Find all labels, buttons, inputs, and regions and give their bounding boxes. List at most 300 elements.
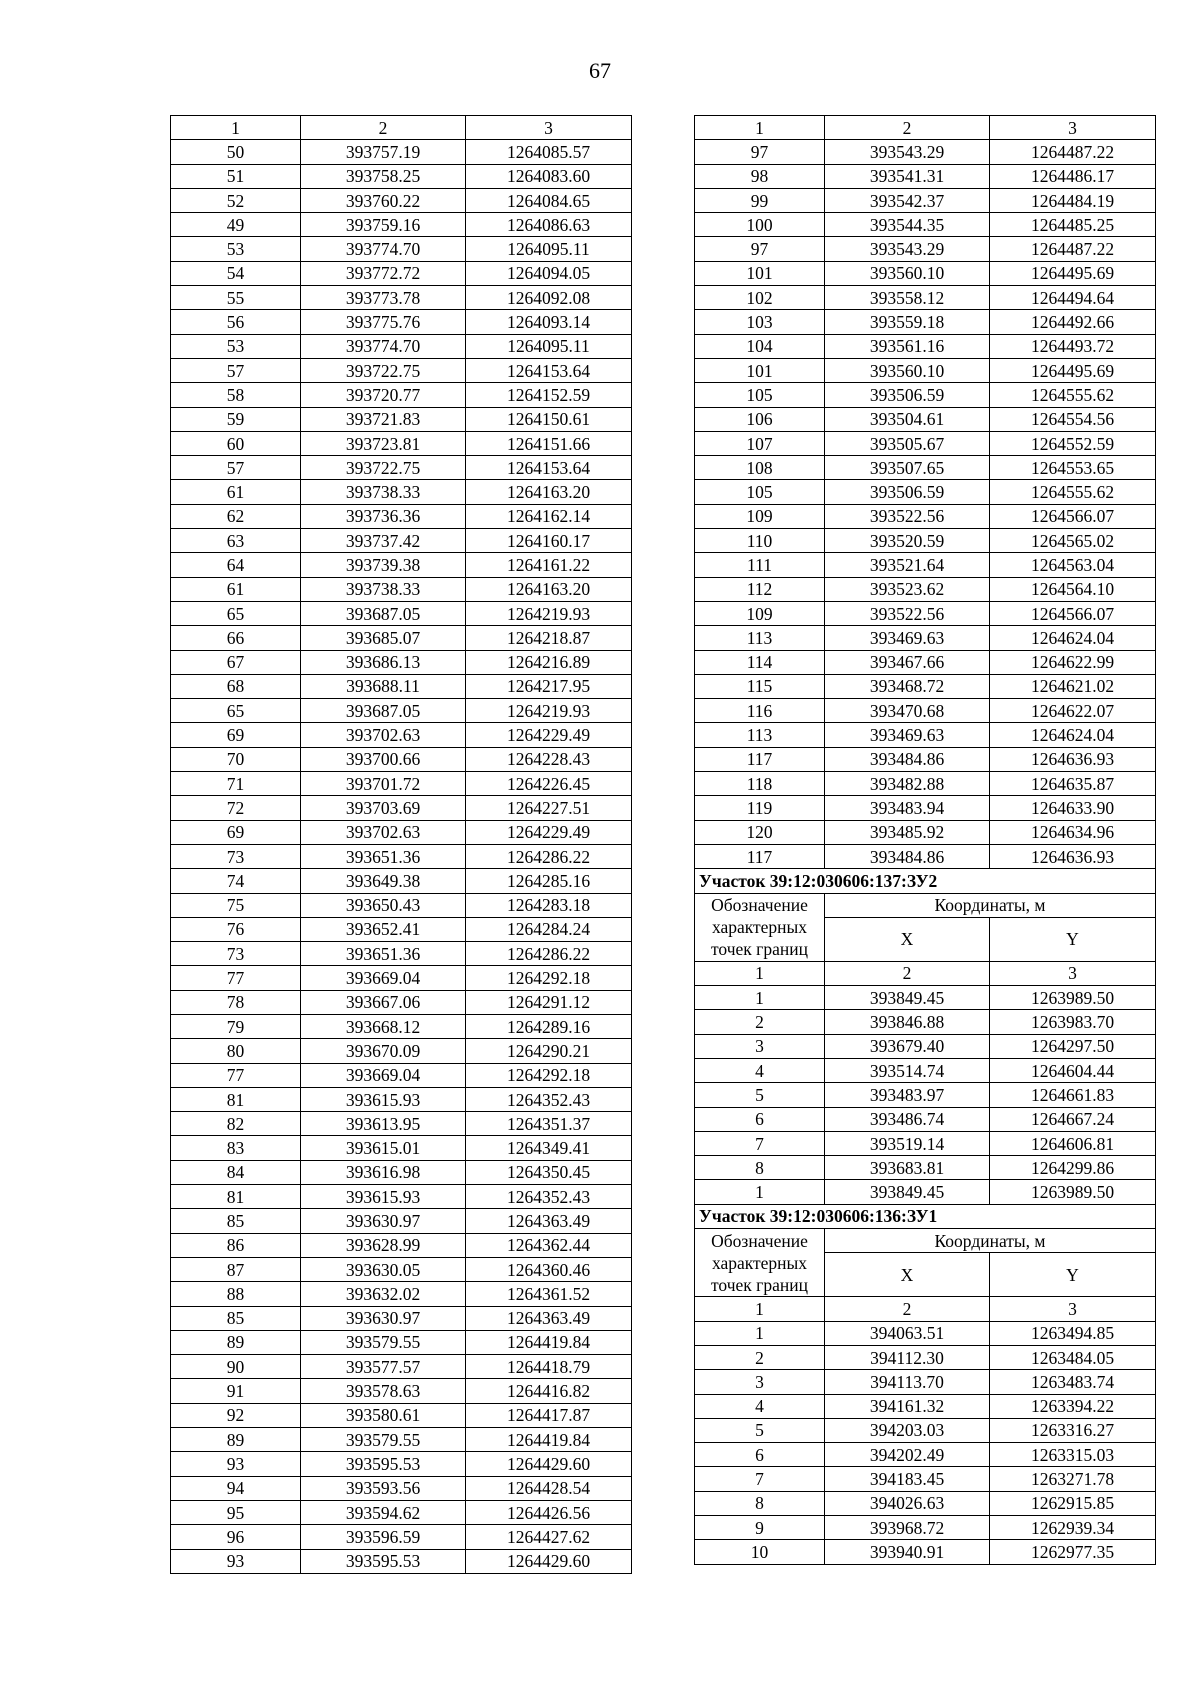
table-row (695, 1156, 1156, 1180)
plot-title: Участок 39:12:030606:137:ЗУ2 (695, 869, 1156, 893)
x-coordinate-cell: 393686.13 (301, 650, 466, 674)
column-number-cell: 1 (695, 961, 825, 985)
point-number-cell: 56 (171, 310, 301, 334)
y-coordinate-cell: 1264283.18 (466, 893, 632, 917)
x-coordinate-cell: 393667.06 (301, 990, 466, 1014)
x-coordinate-cell: 393579.55 (301, 1330, 466, 1354)
x-coordinate-cell: 393615.93 (301, 1185, 466, 1209)
table-row (695, 1058, 1156, 1082)
y-coordinate-cell: 1264285.16 (466, 869, 632, 893)
x-coordinate-cell: 393683.81 (825, 1156, 990, 1180)
table-row (171, 1525, 632, 1549)
x-coordinate-cell: 393738.33 (301, 577, 466, 601)
point-number-cell: 81 (171, 1185, 301, 1209)
table-row (171, 966, 632, 990)
x-coordinate-cell: 393632.02 (301, 1282, 466, 1306)
y-coordinate-cell: 1264297.50 (990, 1034, 1156, 1058)
column-number-cell: 2 (301, 116, 466, 140)
x-coordinate-cell: 393484.86 (825, 747, 990, 771)
x-coordinate-cell: 394161.32 (825, 1394, 990, 1418)
designation-header-line: характерных (711, 1252, 808, 1273)
table-row (695, 140, 1156, 164)
point-number-cell: 4 (695, 1394, 825, 1418)
table-row (171, 237, 632, 261)
x-coordinate-cell: 393688.11 (301, 674, 466, 698)
y-coordinate-cell: 1263494.85 (990, 1321, 1156, 1345)
y-coordinate-cell: 1262977.35 (990, 1540, 1156, 1564)
x-coordinate-cell: 393521.64 (825, 553, 990, 577)
column-number-cell: 2 (825, 1297, 990, 1321)
point-number-cell: 111 (695, 553, 825, 577)
plot-title: Участок 39:12:030606:136:ЗУ1 (695, 1204, 1156, 1228)
y-coordinate-cell: 1264299.86 (990, 1156, 1156, 1180)
point-number-cell: 71 (171, 772, 301, 796)
point-number-cell: 84 (171, 1160, 301, 1184)
table-row (171, 626, 632, 650)
point-number-cell: 2 (695, 1345, 825, 1369)
table-row (171, 480, 632, 504)
y-coordinate-cell: 1264418.79 (466, 1355, 632, 1379)
y-coordinate-cell: 1264566.07 (990, 601, 1156, 625)
point-number-cell: 7 (695, 1131, 825, 1155)
x-coordinate-cell: 393507.65 (825, 456, 990, 480)
y-coordinate-cell: 1264495.69 (990, 358, 1156, 382)
table-row (695, 286, 1156, 310)
x-coordinate-cell: 393687.05 (301, 699, 466, 723)
table-row (171, 772, 632, 796)
x-coordinate-cell: 393649.38 (301, 869, 466, 893)
table-row (695, 796, 1156, 820)
point-number-cell: 114 (695, 650, 825, 674)
y-coordinate-cell: 1264606.81 (990, 1131, 1156, 1155)
point-number-cell: 93 (171, 1452, 301, 1476)
x-coordinate-cell: 394112.30 (825, 1345, 990, 1369)
y-coordinate-cell: 1264428.54 (466, 1476, 632, 1500)
y-coordinate-cell: 1264286.22 (466, 942, 632, 966)
point-number-cell: 87 (171, 1257, 301, 1281)
x-coordinate-cell: 393543.29 (825, 140, 990, 164)
section-header-row (695, 893, 1156, 917)
table-row (171, 1306, 632, 1330)
x-coordinate-cell: 393484.86 (825, 844, 990, 868)
table-row (695, 310, 1156, 334)
x-coordinate-cell: 393722.75 (301, 358, 466, 382)
column-number-row (695, 1297, 1156, 1321)
y-coordinate-cell: 1264554.56 (990, 407, 1156, 431)
table-row (695, 1034, 1156, 1058)
point-number-cell: 65 (171, 601, 301, 625)
y-coordinate-cell: 1264552.59 (990, 431, 1156, 455)
x-coordinate-cell: 393702.63 (301, 723, 466, 747)
table-row (171, 529, 632, 553)
y-coordinate-cell: 1264494.64 (990, 286, 1156, 310)
column-number-cell: 3 (990, 1297, 1156, 1321)
x-coordinate-cell: 393543.29 (825, 237, 990, 261)
y-coordinate-cell: 1264093.14 (466, 310, 632, 334)
x-coordinate-cell: 393759.16 (301, 213, 466, 237)
y-coordinate-cell: 1264352.43 (466, 1087, 632, 1111)
y-coordinate-cell: 1264564.10 (990, 577, 1156, 601)
x-coordinate-cell: 393687.05 (301, 601, 466, 625)
point-number-cell: 55 (171, 286, 301, 310)
point-number-cell: 65 (171, 699, 301, 723)
table-row (695, 772, 1156, 796)
point-number-cell: 61 (171, 577, 301, 601)
point-number-cell: 96 (171, 1525, 301, 1549)
x-coordinate-cell: 393720.77 (301, 383, 466, 407)
table-row (171, 990, 632, 1014)
x-coordinate-cell: 394026.63 (825, 1491, 990, 1515)
point-number-cell: 58 (171, 383, 301, 407)
y-coordinate-cell: 1264553.65 (990, 456, 1156, 480)
x-coordinate-cell: 393775.76 (301, 310, 466, 334)
table-row (695, 1180, 1156, 1204)
point-number-cell: 116 (695, 699, 825, 723)
x-coordinate-cell: 393652.41 (301, 917, 466, 941)
y-coordinate-cell: 1264349.41 (466, 1136, 632, 1160)
point-number-cell: 8 (695, 1491, 825, 1515)
designation-header-line: точек границ (711, 939, 808, 960)
x-coordinate-cell: 393630.97 (301, 1306, 466, 1330)
y-coordinate-cell: 1264427.62 (466, 1525, 632, 1549)
x-coordinate-cell: 393544.35 (825, 213, 990, 237)
designation-header (695, 893, 825, 961)
designation-header (695, 1229, 825, 1297)
point-number-cell: 63 (171, 529, 301, 553)
designation-header-line: характерных (711, 917, 808, 938)
y-coordinate-cell: 1264284.24 (466, 917, 632, 941)
y-coordinate-cell: 1264291.12 (466, 990, 632, 1014)
point-number-cell: 59 (171, 407, 301, 431)
table-row (171, 1257, 632, 1281)
table-row (695, 601, 1156, 625)
x-coordinate-cell: 393701.72 (301, 772, 466, 796)
point-number-cell: 51 (171, 164, 301, 188)
point-number-cell: 70 (171, 747, 301, 771)
table-row (695, 1394, 1156, 1418)
y-coordinate-cell: 1264228.43 (466, 747, 632, 771)
plot-title-row (695, 869, 1156, 893)
y-coordinate-cell: 1264292.18 (466, 1063, 632, 1087)
table-row (695, 1418, 1156, 1442)
point-number-cell: 69 (171, 820, 301, 844)
left-coordinates-table (170, 115, 632, 1574)
point-number-cell: 82 (171, 1112, 301, 1136)
column-number-cell: 1 (171, 116, 301, 140)
table-row (171, 917, 632, 941)
section-header-row (695, 1229, 1156, 1253)
y-coordinate-cell: 1264292.18 (466, 966, 632, 990)
column-number-cell: 2 (825, 961, 990, 985)
y-coordinate-cell: 1264667.24 (990, 1107, 1156, 1131)
y-coordinate-cell: 1264289.16 (466, 1014, 632, 1038)
point-number-cell: 101 (695, 261, 825, 285)
table-row (171, 1403, 632, 1427)
x-coordinate-cell: 393758.25 (301, 164, 466, 188)
y-coordinate-cell: 1264153.64 (466, 456, 632, 480)
x-coordinate-cell: 393669.04 (301, 1063, 466, 1087)
x-coordinate-cell: 393504.61 (825, 407, 990, 431)
table-row (695, 188, 1156, 212)
y-coordinate-cell: 1264363.49 (466, 1306, 632, 1330)
table-row (695, 480, 1156, 504)
table-row (171, 1476, 632, 1500)
table-row (695, 164, 1156, 188)
table-row (695, 1321, 1156, 1345)
table-row (171, 577, 632, 601)
y-coordinate-cell: 1264416.82 (466, 1379, 632, 1403)
point-number-cell: 118 (695, 772, 825, 796)
point-number-cell: 117 (695, 844, 825, 868)
point-number-cell: 80 (171, 1039, 301, 1063)
table-row (171, 601, 632, 625)
point-number-cell: 105 (695, 480, 825, 504)
table-row (171, 553, 632, 577)
x-coordinate-cell: 393578.63 (301, 1379, 466, 1403)
column-number-row (695, 961, 1156, 985)
y-coordinate-cell: 1264162.14 (466, 504, 632, 528)
table-row (171, 650, 632, 674)
point-number-cell: 110 (695, 529, 825, 553)
x-header: X (825, 917, 990, 961)
table-row (695, 626, 1156, 650)
y-coordinate-cell: 1264636.93 (990, 747, 1156, 771)
table-row (171, 164, 632, 188)
table-row (695, 383, 1156, 407)
point-number-cell: 98 (695, 164, 825, 188)
y-coordinate-cell: 1264634.96 (990, 820, 1156, 844)
point-number-cell: 50 (171, 140, 301, 164)
point-number-cell: 109 (695, 504, 825, 528)
table-row (171, 723, 632, 747)
y-coordinate-cell: 1264485.25 (990, 213, 1156, 237)
table-row (171, 1063, 632, 1087)
table-row (695, 577, 1156, 601)
x-coordinate-cell: 393559.18 (825, 310, 990, 334)
y-coordinate-cell: 1264565.02 (990, 529, 1156, 553)
y-coordinate-cell: 1263315.03 (990, 1443, 1156, 1467)
table-row (171, 286, 632, 310)
y-coordinate-cell: 1264495.69 (990, 261, 1156, 285)
table-row (171, 674, 632, 698)
y-coordinate-cell: 1263989.50 (990, 986, 1156, 1010)
table-row (695, 334, 1156, 358)
y-coordinate-cell: 1264622.07 (990, 699, 1156, 723)
point-number-cell: 7 (695, 1467, 825, 1491)
x-coordinate-cell: 394183.45 (825, 1467, 990, 1491)
point-number-cell: 102 (695, 286, 825, 310)
y-coordinate-cell: 1264604.44 (990, 1058, 1156, 1082)
y-coordinate-cell: 1263484.05 (990, 1345, 1156, 1369)
point-number-cell: 60 (171, 431, 301, 455)
x-coordinate-cell: 394113.70 (825, 1370, 990, 1394)
column-number-cell: 3 (466, 116, 632, 140)
y-coordinate-cell: 1264635.87 (990, 772, 1156, 796)
y-coordinate-cell: 1264492.66 (990, 310, 1156, 334)
x-coordinate-cell: 393506.59 (825, 480, 990, 504)
x-coordinate-cell: 393721.83 (301, 407, 466, 431)
point-number-cell: 97 (695, 140, 825, 164)
point-number-cell: 73 (171, 942, 301, 966)
point-number-cell: 62 (171, 504, 301, 528)
point-number-cell: 75 (171, 893, 301, 917)
point-number-cell: 57 (171, 456, 301, 480)
y-coordinate-cell: 1264218.87 (466, 626, 632, 650)
point-number-cell: 85 (171, 1209, 301, 1233)
table-row (695, 1540, 1156, 1564)
x-coordinate-cell: 393467.66 (825, 650, 990, 674)
x-coordinate-cell: 393615.93 (301, 1087, 466, 1111)
y-coordinate-cell: 1264363.49 (466, 1209, 632, 1233)
y-coordinate-cell: 1264152.59 (466, 383, 632, 407)
x-coordinate-cell: 393482.88 (825, 772, 990, 796)
table-row (171, 1428, 632, 1452)
y-header: Y (990, 917, 1156, 961)
x-coordinate-cell: 393702.63 (301, 820, 466, 844)
y-coordinate-cell: 1263483.74 (990, 1370, 1156, 1394)
table-row (695, 1010, 1156, 1034)
table-row (171, 1209, 632, 1233)
x-coordinate-cell: 393630.97 (301, 1209, 466, 1233)
table-row (171, 1185, 632, 1209)
table-row (171, 844, 632, 868)
point-number-cell: 76 (171, 917, 301, 941)
point-number-cell: 117 (695, 747, 825, 771)
x-coordinate-cell: 394063.51 (825, 1321, 990, 1345)
point-number-cell: 77 (171, 1063, 301, 1087)
point-number-cell: 5 (695, 1418, 825, 1442)
y-coordinate-cell: 1264493.72 (990, 334, 1156, 358)
point-number-cell: 115 (695, 674, 825, 698)
x-coordinate-cell: 393846.88 (825, 1010, 990, 1034)
point-number-cell: 113 (695, 723, 825, 747)
table-row (171, 334, 632, 358)
x-coordinate-cell: 393630.05 (301, 1257, 466, 1281)
y-coordinate-cell: 1264622.99 (990, 650, 1156, 674)
x-coordinate-cell: 393541.31 (825, 164, 990, 188)
x-coordinate-cell: 393773.78 (301, 286, 466, 310)
y-coordinate-cell: 1263271.78 (990, 1467, 1156, 1491)
y-coordinate-cell: 1264419.84 (466, 1330, 632, 1354)
table-row (171, 1233, 632, 1257)
x-coordinate-cell: 393739.38 (301, 553, 466, 577)
point-number-cell: 79 (171, 1014, 301, 1038)
table-row (171, 699, 632, 723)
y-coordinate-cell: 1264487.22 (990, 237, 1156, 261)
y-coordinate-cell: 1264487.22 (990, 140, 1156, 164)
point-number-cell: 3 (695, 1370, 825, 1394)
x-coordinate-cell: 393595.53 (301, 1549, 466, 1573)
table-row (171, 407, 632, 431)
point-number-cell: 95 (171, 1500, 301, 1524)
table-row (171, 869, 632, 893)
column-number-cell: 3 (990, 116, 1156, 140)
y-coordinate-cell: 1262939.34 (990, 1516, 1156, 1540)
y-coordinate-cell: 1264484.19 (990, 188, 1156, 212)
table-row (695, 1345, 1156, 1369)
x-coordinate-cell: 393737.42 (301, 529, 466, 553)
page-number: 67 (589, 58, 611, 83)
x-coordinate-cell: 393615.01 (301, 1136, 466, 1160)
x-coordinate-cell: 393613.95 (301, 1112, 466, 1136)
y-coordinate-cell: 1264360.46 (466, 1257, 632, 1281)
y-coordinate-cell: 1264429.60 (466, 1452, 632, 1476)
point-number-cell: 9 (695, 1516, 825, 1540)
table-row (171, 1087, 632, 1111)
y-coordinate-cell: 1264092.08 (466, 286, 632, 310)
y-coordinate-cell: 1264151.66 (466, 431, 632, 455)
point-number-cell: 93 (171, 1549, 301, 1573)
table-row (171, 796, 632, 820)
y-coordinate-cell: 1264419.84 (466, 1428, 632, 1452)
y-coordinate-cell: 1264429.60 (466, 1549, 632, 1573)
x-coordinate-cell: 393469.63 (825, 626, 990, 650)
point-number-cell: 4 (695, 1058, 825, 1082)
y-coordinate-cell: 1263394.22 (990, 1394, 1156, 1418)
point-number-cell: 74 (171, 869, 301, 893)
x-coordinate-cell: 393483.94 (825, 796, 990, 820)
table-row (171, 1500, 632, 1524)
x-coordinate-cell: 393669.04 (301, 966, 466, 990)
x-coordinate-cell: 393940.91 (825, 1540, 990, 1564)
coordinates-header: Координаты, м (825, 893, 1156, 917)
point-number-cell: 88 (171, 1282, 301, 1306)
x-coordinate-cell: 393486.74 (825, 1107, 990, 1131)
x-coordinate-cell: 393519.14 (825, 1131, 990, 1155)
point-number-cell: 72 (171, 796, 301, 820)
y-coordinate-cell: 1264160.17 (466, 529, 632, 553)
point-number-cell: 92 (171, 1403, 301, 1427)
point-number-cell: 113 (695, 626, 825, 650)
x-coordinate-cell: 393560.10 (825, 261, 990, 285)
point-number-cell: 54 (171, 261, 301, 285)
y-coordinate-cell: 1264624.04 (990, 626, 1156, 650)
point-number-cell: 68 (171, 674, 301, 698)
point-number-cell: 1 (695, 1321, 825, 1345)
point-number-cell: 66 (171, 626, 301, 650)
y-coordinate-cell: 1264216.89 (466, 650, 632, 674)
y-coordinate-cell: 1264661.83 (990, 1083, 1156, 1107)
point-number-cell: 108 (695, 456, 825, 480)
point-number-cell: 85 (171, 1306, 301, 1330)
y-coordinate-cell: 1264150.61 (466, 407, 632, 431)
table-row (171, 1330, 632, 1354)
table-row (695, 431, 1156, 455)
y-coordinate-cell: 1264226.45 (466, 772, 632, 796)
table-row (695, 213, 1156, 237)
table-row (171, 893, 632, 917)
x-coordinate-cell: 393738.33 (301, 480, 466, 504)
table-row (695, 1516, 1156, 1540)
table-row (695, 1467, 1156, 1491)
x-coordinate-cell: 393849.45 (825, 986, 990, 1010)
table-row (171, 213, 632, 237)
point-number-cell: 103 (695, 310, 825, 334)
table-row (171, 358, 632, 382)
x-coordinate-cell: 393542.37 (825, 188, 990, 212)
x-coordinate-cell: 393650.43 (301, 893, 466, 917)
y-coordinate-cell: 1264290.21 (466, 1039, 632, 1063)
table-row (171, 188, 632, 212)
x-coordinate-cell: 393772.72 (301, 261, 466, 285)
table-row (171, 1136, 632, 1160)
x-coordinate-cell: 393722.75 (301, 456, 466, 480)
x-coordinate-cell: 393596.59 (301, 1525, 466, 1549)
x-coordinate-cell: 393651.36 (301, 942, 466, 966)
y-coordinate-cell: 1264229.49 (466, 723, 632, 747)
y-header: Y (990, 1253, 1156, 1297)
table-row (695, 358, 1156, 382)
